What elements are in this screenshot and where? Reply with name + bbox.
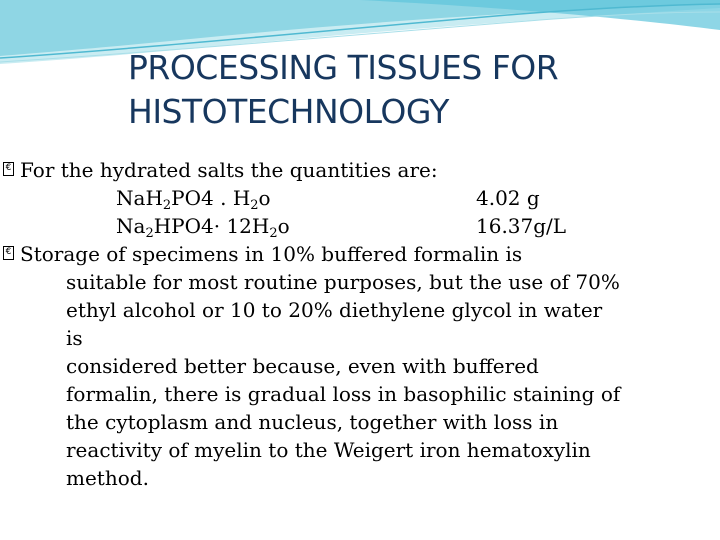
salt-formula: $Na_2HPO4\cdot 12H_2o$	[116, 214, 290, 241]
salt-formula: NaH$_2$PO4 . $H_2o$	[116, 186, 271, 213]
paragraph-line: ethyl alcohol or 10 to 20% diethylene glycol in water	[66, 298, 603, 322]
bullet-text: For the hydrated salts the quantities are:	[20, 158, 438, 182]
salt-amount: 16.37g/L	[476, 214, 567, 238]
paragraph-line: suitable for most routine purposes, but the use of 70%	[66, 270, 620, 294]
paragraph-line: the cytoplasm and nucleus, together with loss in	[66, 410, 559, 434]
paragraph-line: considered better because, even with buffered	[66, 354, 539, 378]
bullet-marker-icon: €	[3, 246, 14, 260]
salt-row-disodium-hydrogen-phosphate	[0, 212, 700, 240]
salt-amount: 4.02 g	[476, 186, 540, 210]
salt-row-sodium-dihydrogen-phosphate	[0, 184, 700, 212]
slide-body	[0, 156, 700, 492]
paragraph-line: method.	[66, 466, 149, 490]
title-line-2: HISTOTECHNOLOGY	[128, 92, 449, 131]
paragraph-line: is	[66, 326, 83, 350]
bullet-marker-icon: €	[3, 162, 14, 176]
title-line-1: PROCESSING TISSUES FOR	[128, 48, 559, 87]
bullet-text: Storage of specimens in 10% buffered formalin is	[20, 242, 523, 266]
paragraph-line: reactivity of myelin to the Weigert iron hematoxylin	[66, 438, 591, 462]
bullet-item-hydrated-salts	[0, 156, 700, 184]
paragraph-line: formalin, there is gradual loss in basophilic staining of	[66, 382, 621, 406]
bullet-item-storage	[0, 240, 700, 268]
storage-paragraph-continuation	[0, 268, 688, 492]
slide-title	[128, 46, 688, 134]
